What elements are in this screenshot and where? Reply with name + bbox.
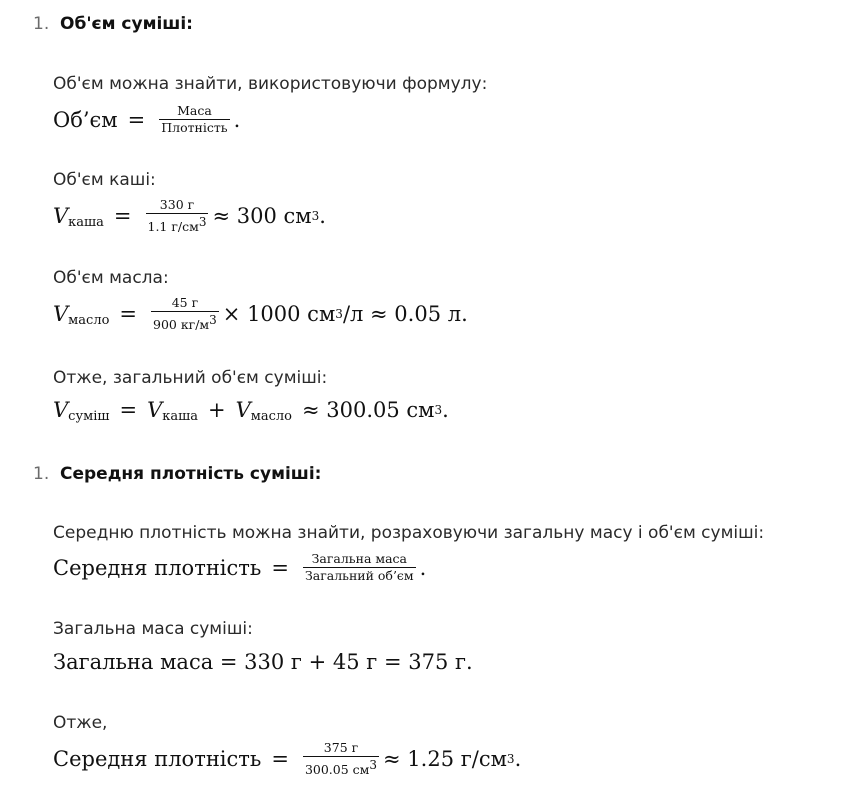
subscript: масло <box>250 408 292 424</box>
average-density-equation: Середня плотність = $\frac{375 г}{300.05 см^3}$ ≈ 1.25 г/см 3 . <box>53 740 522 778</box>
fraction <box>303 741 379 777</box>
numerator: Загальна маса <box>311 551 407 566</box>
plus-sign: + <box>207 398 226 422</box>
denominator: 300.05 см <box>304 762 370 778</box>
period: . <box>442 398 449 422</box>
list-number: 1. <box>33 464 50 484</box>
therefore-label: Отже, <box>53 713 108 733</box>
exponent: 3 <box>434 403 443 417</box>
result: ≈ 300.05 см <box>301 398 435 422</box>
numerator: 330 г <box>159 197 195 212</box>
denominator: 1.1 г/см <box>147 219 199 235</box>
exponent: 3 <box>335 307 343 322</box>
fraction <box>303 552 416 583</box>
porridge-label: Об'єм каші: <box>53 170 156 190</box>
butter-volume-equation: V масло = $\frac{45 г}{900 кг/м^3}$ × 1000 см 3 /л ≈ 0.05 л. <box>53 295 468 333</box>
section-heading-volume: Об'єм суміші: <box>60 14 193 34</box>
numerator: Маса <box>177 103 212 118</box>
fraction <box>146 198 209 234</box>
subscript: суміш <box>68 408 110 424</box>
variable-v: V <box>53 302 69 327</box>
butter-label: Об'єм масла: <box>53 268 169 288</box>
equals-sign: = <box>119 398 138 422</box>
variable-v: V <box>53 398 69 422</box>
formula-lhs: Об’єм <box>53 107 118 132</box>
variable-v: V <box>53 204 69 229</box>
numerator: 375 г <box>323 740 359 755</box>
total-volume-label: Отже, загальний об'єм суміші: <box>53 368 328 388</box>
section-heading-density: Середня плотність суміші: <box>60 464 322 484</box>
multiplier: × 1000 см <box>222 302 336 327</box>
period: . <box>233 107 241 132</box>
porridge-volume-equation: V каша = $\frac{330 г}{1.1 г/см^3}$ ≈ 300 см 3 . <box>53 197 326 235</box>
list-number: 1. <box>33 14 50 34</box>
formula-lhs: Середня плотність <box>53 747 262 772</box>
period: . <box>319 204 326 229</box>
total-mass-label: Загальна маса суміші: <box>53 619 253 639</box>
volume-formula: Об’єм = $\frac{\text{Маса}}{\text{Плотність}}$ . <box>53 103 241 135</box>
subscript: каша <box>162 408 198 424</box>
variable-v: V <box>235 398 251 422</box>
exponent: 3 <box>311 209 320 224</box>
denominator: Плотність <box>161 120 228 135</box>
period: . <box>419 555 427 580</box>
result: /л ≈ 0.05 л. <box>342 302 468 327</box>
fraction <box>151 296 219 332</box>
numerator: 45 г <box>171 295 199 310</box>
result: ≈ 300 см <box>212 204 312 229</box>
subscript: каша <box>68 214 104 230</box>
total-mass-equation <box>53 650 473 674</box>
exponent: 3 <box>506 752 515 767</box>
total-volume-equation <box>53 398 449 422</box>
period: . <box>514 747 522 772</box>
exponent: 3 <box>209 313 217 327</box>
fraction <box>159 104 229 135</box>
denominator: Загальний об’єм <box>304 568 414 583</box>
density-formula: Середня плотність = $\frac{\text{Загальна маса}}{\text{Загальний об’єм}}$ . <box>53 551 427 583</box>
exponent: 3 <box>198 215 207 229</box>
subscript: масло <box>68 312 110 328</box>
exponent: 3 <box>369 758 378 772</box>
intro-text: Середню плотність можна знайти, розраховуючи загальну масу і об'єм суміші: <box>53 523 765 543</box>
formula-lhs: Середня плотність <box>53 555 262 580</box>
variable-v: V <box>147 398 163 422</box>
result: ≈ 1.25 г/см <box>383 747 507 772</box>
denominator: 900 кг/м <box>153 317 210 333</box>
intro-text: Об'єм можна знайти, використовуючи формулу: <box>53 74 488 94</box>
mass-equation-text: Загальна маса = 330 г + 45 г = 375 г. <box>53 650 473 674</box>
